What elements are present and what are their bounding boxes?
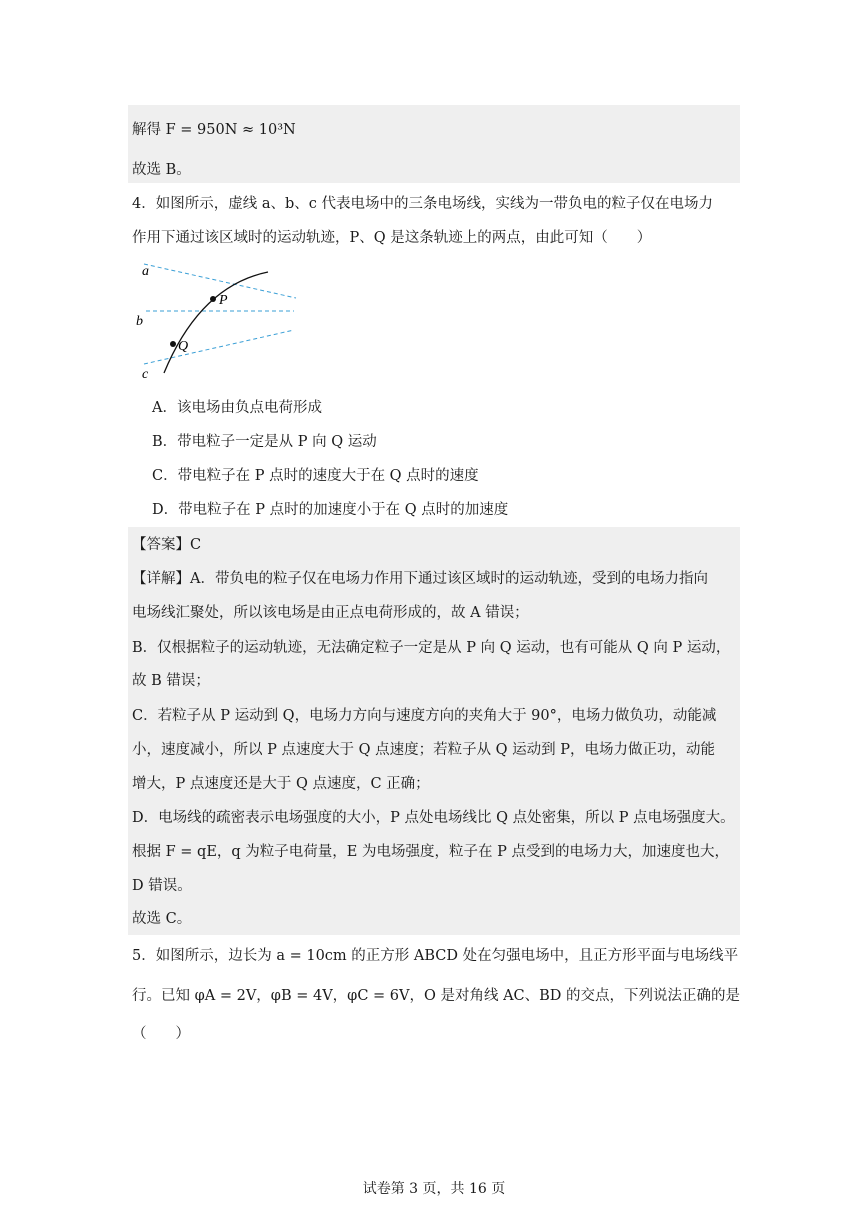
prev-result-formula: F = 950N ≈ 10³N bbox=[165, 122, 296, 138]
q4-option-b: B．带电粒子一定是从 P 向 Q 运动 bbox=[152, 434, 377, 450]
q4-detail-line6: 小，速度减小，所以 P 点速度大于 Q 点速度；若粒子从 Q 运动到 P，电场力做正功，动能 bbox=[132, 742, 716, 758]
label-q: Q bbox=[178, 339, 189, 354]
field-line-c bbox=[144, 330, 294, 364]
page-footer: 试卷第 3 页，共 16 页 bbox=[362, 1181, 506, 1197]
prev-select-line: 故选 B。 bbox=[132, 162, 191, 178]
label-b: b bbox=[136, 314, 143, 329]
q4-stem-line1: 4．如图所示，虚线 a、b、c 代表电场中的三条电场线，实线为一带负电的粒子仅在电场力 bbox=[132, 196, 713, 212]
q4-stem-line2: 作用下通过该区域时的运动轨迹，P、Q 是这条轨迹上的两点，由此可知（ ） bbox=[132, 230, 652, 246]
q4-option-c: C．带电粒子在 P 点时的速度大于在 Q 点时的速度 bbox=[152, 468, 479, 484]
q5-stem-line1: 5．如图所示，边长为 a = 10cm 的正方形 ABCD 处在匀强电场中，且正方形平面与电场线平 bbox=[132, 948, 739, 964]
q5-stem-line3: （ ） bbox=[132, 1026, 190, 1042]
q4-option-d: D．带电粒子在 P 点时的加速度小于在 Q 点时的加速度 bbox=[152, 502, 509, 518]
q5-stem-line2: 行。已知 φA = 2V，φB = 4V，φC = 6V，O 是对角线 AC、BD 的交点，下列说法正确的是 bbox=[132, 988, 741, 1004]
label-c: c bbox=[142, 367, 149, 382]
q4-detail-line9: 根据 F = qE，q 为粒子电荷量，E 为电场强度，粒子在 P 点受到的电场力大，加速度也大， bbox=[132, 844, 729, 860]
q4-detail-line7: 增大，P 点速度还是大于 Q 点速度，C 正确； bbox=[132, 776, 430, 792]
solution-shade-top bbox=[128, 105, 740, 183]
electric-field-diagram bbox=[128, 258, 308, 383]
point-p-dot bbox=[210, 296, 216, 302]
point-q-dot bbox=[170, 341, 176, 347]
q4-detail-line11: 故选 C。 bbox=[132, 911, 192, 927]
q4-detail-line8: D．电场线的疏密表示电场强度的大小，P 点处电场线比 Q 点处密集，所以 P 点电场强度大。 bbox=[132, 810, 735, 826]
q4-detail-line2: 电场线汇聚处，所以该电场是由正点电荷形成的，故 A 错误； bbox=[132, 605, 529, 621]
q4-detail-line3: B．仅根据粒子的运动轨迹，无法确定粒子一定是从 P 向 Q 运动，也有可能从 Q 向 P 运动， bbox=[132, 640, 731, 656]
q4-option-a: A．该电场由负点电荷形成 bbox=[152, 400, 322, 416]
q4-detail-line1: 【详解】A．带负电的粒子仅在电场力作用下通过该区域时的运动轨迹，受到的电场力指向 bbox=[132, 571, 708, 587]
q4-detail-line10: D 错误。 bbox=[132, 878, 192, 894]
trajectory-curve bbox=[164, 272, 268, 373]
label-a: a bbox=[142, 264, 149, 279]
q4-detail-line4: 故 B 错误； bbox=[132, 673, 210, 689]
label-p: P bbox=[219, 293, 228, 308]
q4-answer: 【答案】C bbox=[132, 537, 202, 553]
prev-result-line: 解得 F = 950N ≈ 10³N bbox=[132, 122, 296, 138]
q4-figure bbox=[128, 258, 308, 383]
q4-detail-line5: C．若粒子从 P 运动到 Q，电场力方向与速度方向的夹角大于 90°，电场力做负功，动能减 bbox=[132, 708, 717, 724]
